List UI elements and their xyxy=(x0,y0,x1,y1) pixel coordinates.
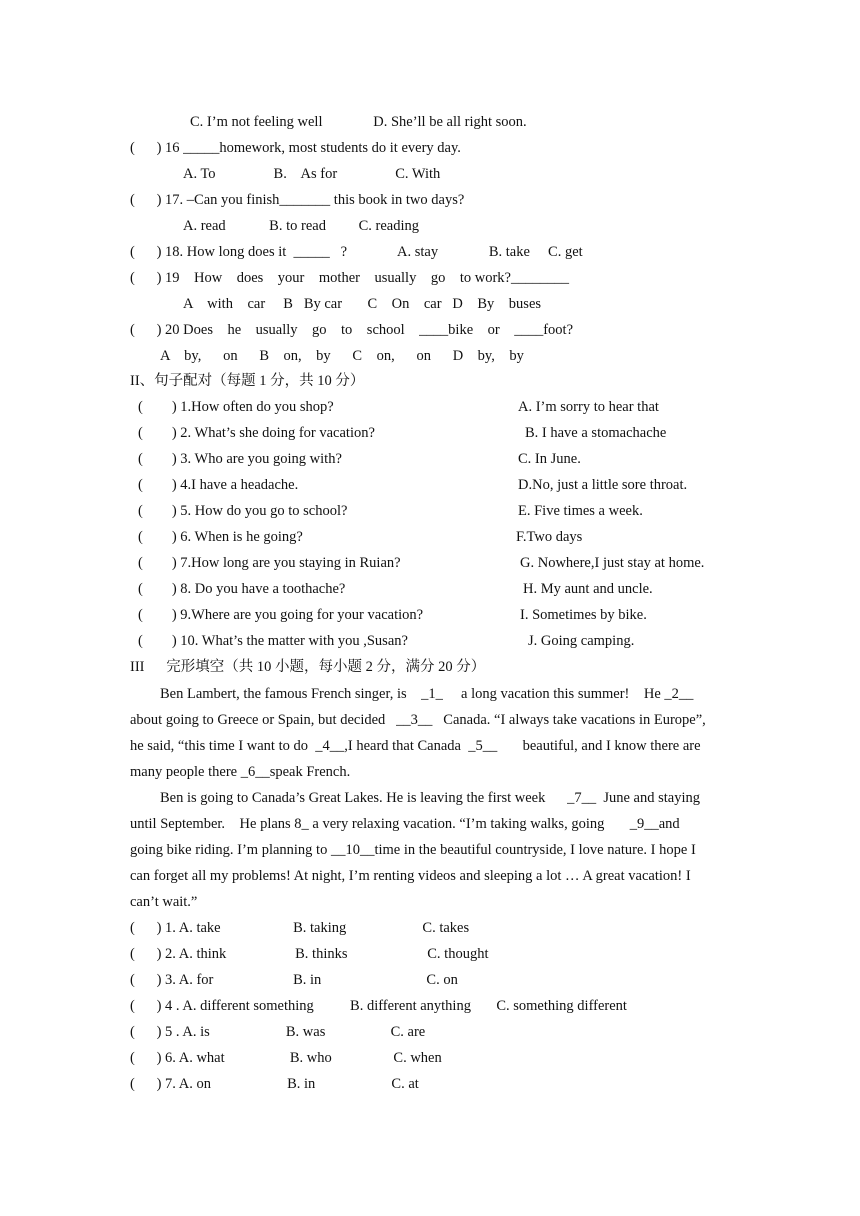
cloze-question-4: ( ) 4 . A. different something B. different anything C. something different xyxy=(130,998,627,1014)
cloze-question-6: ( ) 6. A. what B. who C. when xyxy=(130,1050,442,1066)
passage-line-5: Ben is going to Canada’s Great Lakes. He is leaving the first week _7__ June and staying xyxy=(160,790,701,806)
passage-line-1: Ben Lambert, the famous French singer, is _1_ a long vacation this summer! He _2__ xyxy=(160,686,694,702)
match-answer-g: G. Nowhere,I just stay at home. xyxy=(520,555,705,571)
match-answer-b: B. I have a stomachache xyxy=(525,425,667,441)
match-question-9: ( ) 9.Where are you going for your vacation? xyxy=(138,607,424,623)
cloze-question-1: ( ) 1. A. take B. taking C. takes xyxy=(130,920,470,936)
cloze-question-7: ( ) 7. A. on B. in C. at xyxy=(130,1076,419,1092)
match-question-1: ( ) 1.How often do you shop? xyxy=(138,399,334,415)
q15-options-cd: C. I’m not feeling well D. She’ll be all right soon. xyxy=(190,114,527,130)
cloze-question-3: ( ) 3. A. for B. in C. on xyxy=(130,972,458,988)
match-answer-e: E. Five times a week. xyxy=(518,503,643,519)
q20-options: A by, on B on, by C on, on D by, by xyxy=(160,348,524,364)
passage-line-3: he said, “this time I want to do _4__,I heard that Canada _5__ beautiful, and I know there are xyxy=(130,738,701,754)
match-answer-d: D.No, just a little sore throat. xyxy=(518,477,688,493)
q16-options: A. To B. As for C. With xyxy=(183,166,441,182)
q20-stem: ( ) 20 Does he usually go to school ____bike or ____foot? xyxy=(130,322,574,338)
q19-stem: ( ) 19 How does your mother usually go to work?________ xyxy=(130,270,569,286)
match-answer-f: F.Two days xyxy=(516,529,583,545)
passage-line-9: can’t wait.” xyxy=(130,894,198,910)
passage-line-6: until September. He plans 8_ a very relaxing vacation. “I’m taking walks, going _9__and xyxy=(130,816,680,832)
match-answer-j: J. Going camping. xyxy=(528,633,635,649)
match-answer-a: A. I’m sorry to hear that xyxy=(518,399,659,415)
passage-line-4: many people there _6__speak French. xyxy=(130,764,351,780)
section-ii-heading: II、句子配对（每题 1 分，共 10 分） xyxy=(130,373,365,389)
match-question-2: ( ) 2. What’s she doing for vacation? xyxy=(138,425,375,441)
match-question-3: ( ) 3. Who are you going with? xyxy=(138,451,342,467)
match-question-10: ( ) 10. What’s the matter with you ,Susan? xyxy=(138,633,408,649)
section-iii-heading: III 完形填空（共 10 小题，每小题 2 分，满分 20 分） xyxy=(130,659,486,675)
q16-stem: ( ) 16 _____homework, most students do it every day. xyxy=(130,140,461,156)
passage-line-2: about going to Greece or Spain, but decided __3__ Canada. “I always take vacations in Europe”, xyxy=(130,712,706,728)
q19-options: A with car B By car C On car D By buses xyxy=(183,296,542,312)
match-question-4: ( ) 4.I have a headache. xyxy=(138,477,299,493)
match-answer-h: H. My aunt and uncle. xyxy=(523,581,653,597)
match-question-5: ( ) 5. How do you go to school? xyxy=(138,503,348,519)
match-answer-i: I. Sometimes by bike. xyxy=(520,607,647,623)
cloze-question-2: ( ) 2. A. think B. thinks C. thought xyxy=(130,946,489,962)
cloze-question-5: ( ) 5 . A. is B. was C. are xyxy=(130,1024,426,1040)
match-answer-c: C. In June. xyxy=(518,451,581,467)
passage-line-8: can forget all my problems! At night, I’m renting videos and sleeping a lot … A great vacation! I xyxy=(130,868,691,884)
match-question-8: ( ) 8. Do you have a toothache? xyxy=(138,581,346,597)
q18-stem: ( ) 18. How long does it _____ ? A. stay B. take C. get xyxy=(130,244,583,260)
match-question-6: ( ) 6. When is he going? xyxy=(138,529,303,545)
q17-stem: ( ) 17. –Can you finish_______ this book in two days? xyxy=(130,192,465,208)
passage-line-7: going bike riding. I’m planning to __10__time in the beautiful countryside, I love nature. I hope I xyxy=(130,842,696,858)
q17-options: A. read B. to read C. reading xyxy=(183,218,419,234)
match-question-7: ( ) 7.How long are you staying in Ruian? xyxy=(138,555,401,571)
